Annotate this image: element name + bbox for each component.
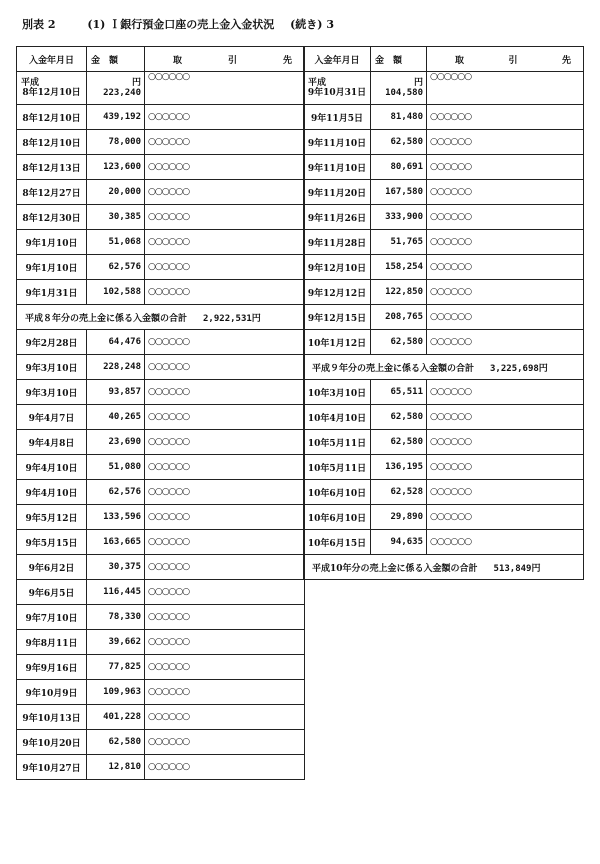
deposit-date: 9年9月16日 (17, 655, 87, 680)
client-name-masked: ○○○○○○ (427, 505, 584, 530)
client-name-masked: ○○○○○○ (145, 180, 305, 205)
amount-stack (87, 72, 141, 104)
deposit-date: 9年3月10日 (17, 355, 87, 380)
table-row (17, 680, 305, 705)
deposit-amount: 80,691 (371, 155, 427, 180)
table-row (17, 130, 305, 155)
deposit-amount: 62,576 (87, 480, 145, 505)
client-name-masked: ○○○○○○ (427, 480, 584, 505)
deposit-date: 8年12月10日 (17, 105, 87, 130)
deposit-amount: 208,765 (371, 305, 427, 330)
client-name-masked: ○○○○○○ (145, 280, 305, 305)
client-name-masked: ○○○○○○ (427, 380, 584, 405)
subtotal-amount: 513,849円 (493, 563, 541, 574)
date-value: 8年12月10日 (22, 88, 81, 98)
deposit-amount: 78,000 (87, 130, 145, 155)
client-name-masked: ○○○○○○ (427, 205, 584, 230)
table-row (304, 430, 584, 455)
client-name-masked: ○○○○○○ (145, 380, 305, 405)
table-row (17, 730, 305, 755)
client-name-masked: ○○○○○○ (145, 505, 305, 530)
deposit-date: 9年11月10日 (304, 130, 371, 155)
client-name-masked: ○○○○○○ (427, 280, 584, 305)
deposit-amount: 228,248 (87, 355, 145, 380)
table-row (304, 280, 584, 305)
client-name-masked: ○○○○○○ (145, 555, 305, 580)
header-client-char: 引 (227, 55, 237, 66)
deposit-date: 9年3月10日 (17, 380, 87, 405)
deposit-amount: 62,580 (371, 130, 427, 155)
client-name-masked: ○○○○○○ (145, 455, 305, 480)
client-name-masked: ○○○○○○ (145, 480, 305, 505)
deposit-date: 9年11月10日 (304, 155, 371, 180)
deposit-amount: 109,963 (87, 680, 145, 705)
deposit-amount (371, 72, 427, 105)
table-row (304, 305, 584, 330)
deposit-date: 8年12月30日 (17, 205, 87, 230)
client-name-masked: ○○○○○○ (145, 130, 305, 155)
table-row (304, 405, 584, 430)
client-name-masked: ○○○○○○ (145, 605, 305, 630)
date-value: 9年10月31日 (307, 88, 367, 98)
deposit-date: 9年5月12日 (17, 505, 87, 530)
deposit-amount: 78,330 (87, 605, 145, 630)
table-row (304, 455, 584, 480)
table-row (304, 155, 584, 180)
table-row (304, 130, 584, 155)
deposit-amount: 167,580 (371, 180, 427, 205)
table-row (304, 480, 584, 505)
deposit-amount: 62,576 (87, 255, 145, 280)
deposit-date: 9年8月11日 (17, 630, 87, 655)
deposit-amount: 51,765 (371, 230, 427, 255)
deposit-amount: 94,635 (371, 530, 427, 555)
client-name-masked: ○○○○○○ (427, 430, 584, 455)
deposit-amount: 116,445 (87, 580, 145, 605)
deposit-amount: 136,195 (371, 455, 427, 480)
deposit-amount: 102,588 (87, 280, 145, 305)
table-row (17, 480, 305, 505)
era-label: 平成 (21, 78, 40, 88)
header-amount: 金 額 (87, 47, 145, 72)
table-row (17, 705, 305, 730)
subtotal-amount: 3,225,698円 (490, 363, 548, 374)
client-name-masked: ○○○○○○ (145, 72, 305, 105)
deposit-date: 10年5月11日 (304, 455, 371, 480)
deposit-amount: 20,000 (87, 180, 145, 205)
deposit-amount: 439,192 (87, 105, 145, 130)
deposit-date: 10年3月10日 (304, 380, 371, 405)
header-client-chars (427, 53, 583, 66)
client-name-masked: ○○○○○○ (427, 405, 584, 430)
deposit-amount: 122,850 (371, 280, 427, 305)
table-row (17, 355, 305, 380)
deposit-amount: 401,228 (87, 705, 145, 730)
client-name-masked: ○○○○○○ (145, 630, 305, 655)
deposit-date: 8年12月13日 (17, 155, 87, 180)
deposit-date: 9年1月10日 (17, 255, 87, 280)
client-name-masked: ○○○○○○ (427, 130, 584, 155)
header-date: 入金年月日 (17, 47, 87, 72)
deposit-amount: 62,580 (371, 405, 427, 430)
subtotal-cell (304, 555, 584, 580)
deposit-date: 8年12月27日 (17, 180, 87, 205)
deposit-amount: 39,662 (87, 630, 145, 655)
table-row (17, 755, 305, 780)
client-name-masked: ○○○○○○ (145, 330, 305, 355)
deposit-date: 9年10月13日 (17, 705, 87, 730)
deposit-amount: 133,596 (87, 505, 145, 530)
deposit-date: 9年12月10日 (304, 255, 371, 280)
deposit-date: 10年6月15日 (304, 530, 371, 555)
table-heading: (1) Ｉ銀行預金口座の売上金入金状況 (87, 18, 275, 31)
deposit-amount: 62,580 (87, 730, 145, 755)
deposit-date: 9年11月28日 (304, 230, 371, 255)
header-client-char: 取 (455, 55, 465, 66)
deposit-amount (87, 72, 145, 105)
deposit-date: 9年10月27日 (17, 755, 87, 780)
yen-label: 円 (131, 78, 141, 88)
deposit-date: 10年6月10日 (304, 480, 371, 505)
deposit-amount: 65,511 (371, 380, 427, 405)
subtotal-cell (17, 305, 305, 330)
client-name-masked: ○○○○○○ (145, 530, 305, 555)
deposit-amount: 23,690 (87, 430, 145, 455)
deposit-date: 9年12月15日 (304, 305, 371, 330)
table-row (17, 505, 305, 530)
deposit-date: 9年4月10日 (17, 480, 87, 505)
client-name-masked: ○○○○○○ (427, 455, 584, 480)
client-name-masked: ○○○○○○ (145, 680, 305, 705)
header-client-char: 取 (173, 55, 183, 66)
table-row (17, 230, 305, 255)
deposit-amount: 123,600 (87, 155, 145, 180)
header-row (304, 47, 584, 72)
table-row (17, 655, 305, 680)
deposit-amount: 158,254 (371, 255, 427, 280)
deposit-amount: 40,265 (87, 405, 145, 430)
client-name-masked: ○○○○○○ (145, 580, 305, 605)
subtotal-row (304, 355, 584, 380)
yen-label: 円 (413, 78, 423, 88)
header-client-char: 先 (561, 55, 571, 66)
table-row (304, 180, 584, 205)
table-row (17, 380, 305, 405)
table-row (17, 155, 305, 180)
client-name-masked: ○○○○○○ (145, 255, 305, 280)
era-label: 平成 (308, 78, 327, 88)
header-client-char: 先 (282, 55, 292, 66)
deposit-amount: 77,825 (87, 655, 145, 680)
header-date: 入金年月日 (304, 47, 371, 72)
client-name-masked: ○○○○○○ (145, 230, 305, 255)
deposit-date: 9年11月20日 (304, 180, 371, 205)
deposit-date: 9年5月15日 (17, 530, 87, 555)
table-row (17, 205, 305, 230)
subtotal-label: 平成８年分の売上金に係る入金額の合計 (25, 313, 188, 324)
amount-stack (371, 72, 423, 104)
deposit-amount: 51,080 (87, 455, 145, 480)
deposit-date (17, 72, 87, 105)
deposit-date: 9年10月9日 (17, 680, 87, 705)
deposit-amount: 51,068 (87, 230, 145, 255)
client-name-masked: ○○○○○○ (145, 705, 305, 730)
deposit-date: 9年4月10日 (17, 455, 87, 480)
deposit-date: 9年1月10日 (17, 230, 87, 255)
amount-value: 104,580 (385, 88, 423, 98)
subtotal-row (304, 555, 584, 580)
client-name-masked: ○○○○○○ (145, 205, 305, 230)
table-row (17, 72, 305, 105)
deposit-date: 9年2月28日 (17, 330, 87, 355)
deposit-amount: 62,528 (371, 480, 427, 505)
subtotal-cell (304, 355, 584, 380)
deposit-amount: 12,810 (87, 755, 145, 780)
client-name-masked: ○○○○○○ (427, 530, 584, 555)
deposit-date: 10年1月12日 (304, 330, 371, 355)
header-amount: 金 額 (371, 47, 427, 72)
table-row (17, 555, 305, 580)
deposit-amount: 62,580 (371, 430, 427, 455)
table-row (304, 530, 584, 555)
client-name-masked: ○○○○○○ (427, 155, 584, 180)
table-row (304, 230, 584, 255)
table-row (304, 330, 584, 355)
deposit-date: 9年7月10日 (17, 605, 87, 630)
deposit-amount: 29,890 (371, 505, 427, 530)
deposit-date: 10年6月10日 (304, 505, 371, 530)
table-row (17, 105, 305, 130)
left-deposit-table (16, 46, 305, 780)
right-deposit-table (303, 46, 584, 580)
deposit-amount: 62,580 (371, 330, 427, 355)
table-row (304, 72, 584, 105)
header-client (145, 47, 305, 72)
client-name-masked: ○○○○○○ (145, 405, 305, 430)
client-name-masked: ○○○○○○ (145, 355, 305, 380)
deposit-date (304, 72, 371, 105)
page-title (22, 16, 334, 32)
deposit-amount: 64,476 (87, 330, 145, 355)
table-row (304, 205, 584, 230)
table-row (17, 630, 305, 655)
deposit-amount: 81,480 (371, 105, 427, 130)
client-name-masked: ○○○○○○ (145, 155, 305, 180)
deposit-date: 9年6月2日 (17, 555, 87, 580)
table-row (17, 405, 305, 430)
table-row (17, 330, 305, 355)
header-client (427, 47, 584, 72)
header-client-chars (145, 53, 304, 66)
table-row (304, 105, 584, 130)
client-name-masked: ○○○○○○ (427, 72, 584, 105)
deposit-date: 8年12月10日 (17, 130, 87, 155)
deposit-date: 10年5月11日 (304, 430, 371, 455)
deposit-amount: 333,900 (371, 205, 427, 230)
client-name-masked: ○○○○○○ (427, 230, 584, 255)
deposit-amount: 30,385 (87, 205, 145, 230)
header-client-char: 引 (508, 55, 518, 66)
deposit-date: 9年1月31日 (17, 280, 87, 305)
client-name-masked: ○○○○○○ (145, 730, 305, 755)
table-row (17, 255, 305, 280)
subtotal-label: 平成９年分の売上金に係る入金額の合計 (312, 363, 475, 374)
client-name-masked: ○○○○○○ (145, 430, 305, 455)
client-name-masked: ○○○○○○ (145, 655, 305, 680)
table-row (17, 280, 305, 305)
deposit-date: 9年4月8日 (17, 430, 87, 455)
amount-value: 223,240 (103, 88, 141, 98)
client-name-masked: ○○○○○○ (145, 755, 305, 780)
deposit-amount: 93,857 (87, 380, 145, 405)
deposit-date: 10年4月10日 (304, 405, 371, 430)
deposit-date: 9年11月26日 (304, 205, 371, 230)
deposit-date: 9年4月7日 (17, 405, 87, 430)
table-row (17, 430, 305, 455)
table-row (304, 255, 584, 280)
deposit-amount: 30,375 (87, 555, 145, 580)
table-row (304, 505, 584, 530)
deposit-date: 9年10月20日 (17, 730, 87, 755)
date-stack (304, 72, 370, 104)
table-row (17, 580, 305, 605)
header-row (17, 47, 305, 72)
date-stack (17, 72, 86, 104)
table-row (17, 530, 305, 555)
deposit-date: 9年12月12日 (304, 280, 371, 305)
subtotal-label: 平成10年分の売上金に係る入金額の合計 (312, 563, 478, 574)
subtotal-row (17, 305, 305, 330)
deposit-date: 9年11月5日 (304, 105, 371, 130)
deposit-amount: 163,665 (87, 530, 145, 555)
client-name-masked: ○○○○○○ (427, 305, 584, 330)
table-row (17, 605, 305, 630)
table-row (304, 380, 584, 405)
client-name-masked: ○○○○○○ (145, 105, 305, 130)
deposit-date: 9年6月5日 (17, 580, 87, 605)
client-name-masked: ○○○○○○ (427, 105, 584, 130)
appendix-label: 別表 2 (22, 18, 56, 31)
client-name-masked: ○○○○○○ (427, 180, 584, 205)
continued-label: (続き) 3 (290, 18, 334, 31)
table-row (17, 180, 305, 205)
subtotal-amount: 2,922,531円 (203, 313, 261, 324)
client-name-masked: ○○○○○○ (427, 330, 584, 355)
client-name-masked: ○○○○○○ (427, 255, 584, 280)
table-row (17, 455, 305, 480)
